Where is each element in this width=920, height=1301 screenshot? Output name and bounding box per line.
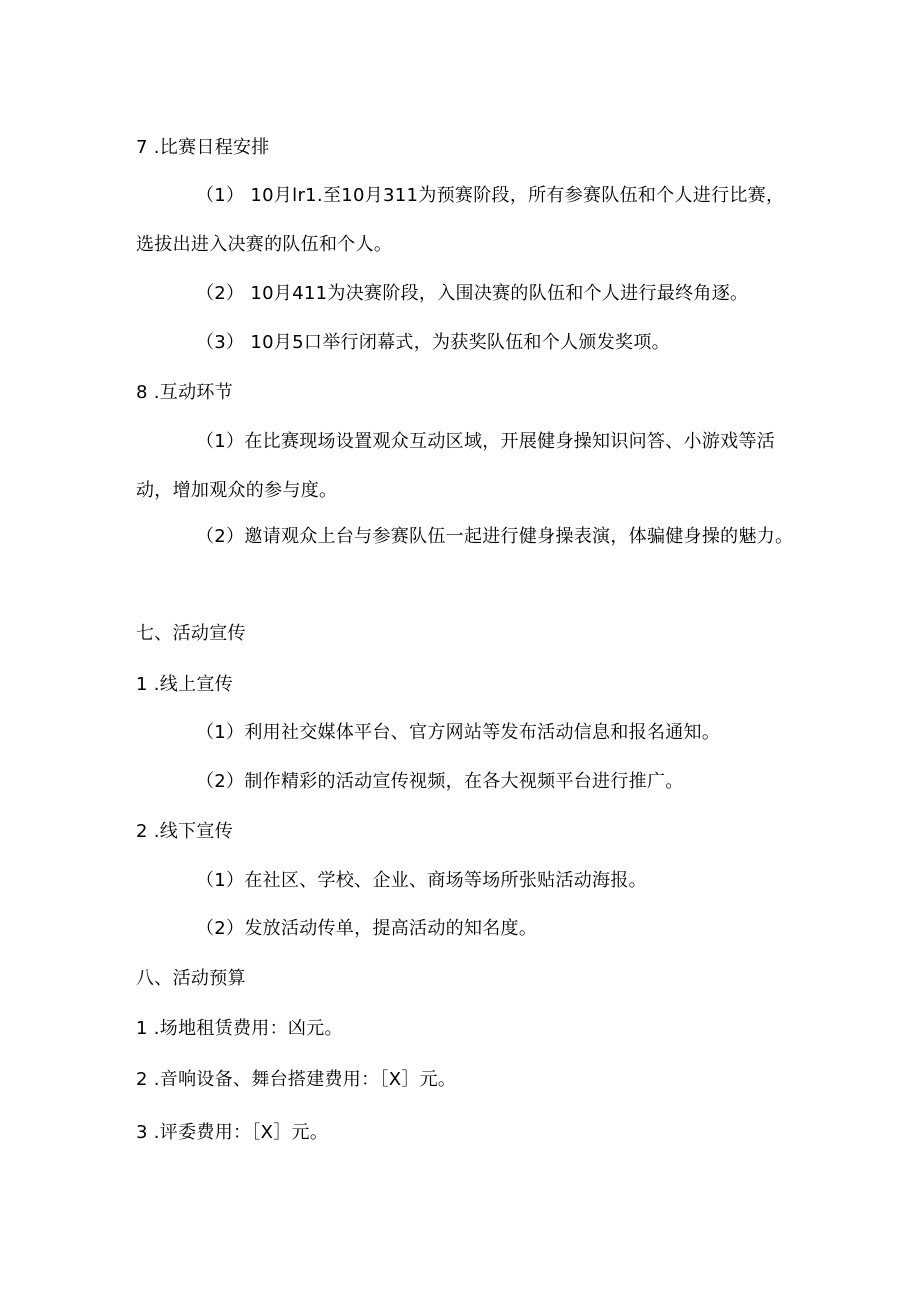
schedule-item-2: （2） 10月411为决赛阶段，入围决赛的队伍和个人进行最终角逐。: [196, 283, 749, 304]
promotion-online-item-2: （2）制作精彩的活动宣传视频，在各大视频平台进行推广。: [196, 771, 684, 792]
promotion-offline-item-1: （1）在社区、学校、企业、商场等场所张贴活动海报。: [196, 870, 647, 891]
promotion-online-heading: 1 .线上宣传: [136, 674, 233, 695]
schedule-item-3: （3） 10月5口举行闭幕式，为获奖队伍和个人颁发奖项。: [196, 332, 670, 353]
schedule-item-1: （1） 10月lr1.至10月311为预赛阶段，所有参赛队伍和个人进行比赛，: [196, 185, 785, 206]
heading-budget: 八、活动预算: [136, 968, 246, 989]
budget-item-3: 3 .评委费用：［X］元。: [136, 1122, 329, 1143]
budget-item-2: 2 .音响设备、舞台搭建费用：［X］元。: [136, 1069, 457, 1090]
interaction-item-1: （1）在比赛现场设置观众互动区域，开展健身操知识问答、小游戏等活: [196, 431, 776, 452]
interaction-item-2: （2）邀请观众上台与参赛队伍一起进行健身操表演，体骗健身操的魅力。: [196, 526, 794, 547]
schedule-item-1-cont: 选拔出进入决赛的队伍和个人。: [136, 234, 393, 255]
promotion-online-item-1: （1）利用社交媒体平台、官方网站等发布活动信息和报名通知。: [196, 722, 721, 743]
promotion-offline-heading: 2 .线下宣传: [136, 821, 233, 842]
heading-promotion: 七、活动宣传: [136, 623, 246, 644]
budget-item-1: 1 .场地租赁费用：凶元。: [136, 1018, 343, 1039]
heading-schedule: 7 .比赛日程安排: [136, 137, 270, 158]
promotion-offline-item-2: （2）发放活动传单，提高活动的知名度。: [196, 918, 538, 939]
interaction-item-1-cont: 动，增加观众的参与度。: [136, 480, 338, 501]
heading-interaction: 8 .互动环节: [136, 382, 233, 403]
